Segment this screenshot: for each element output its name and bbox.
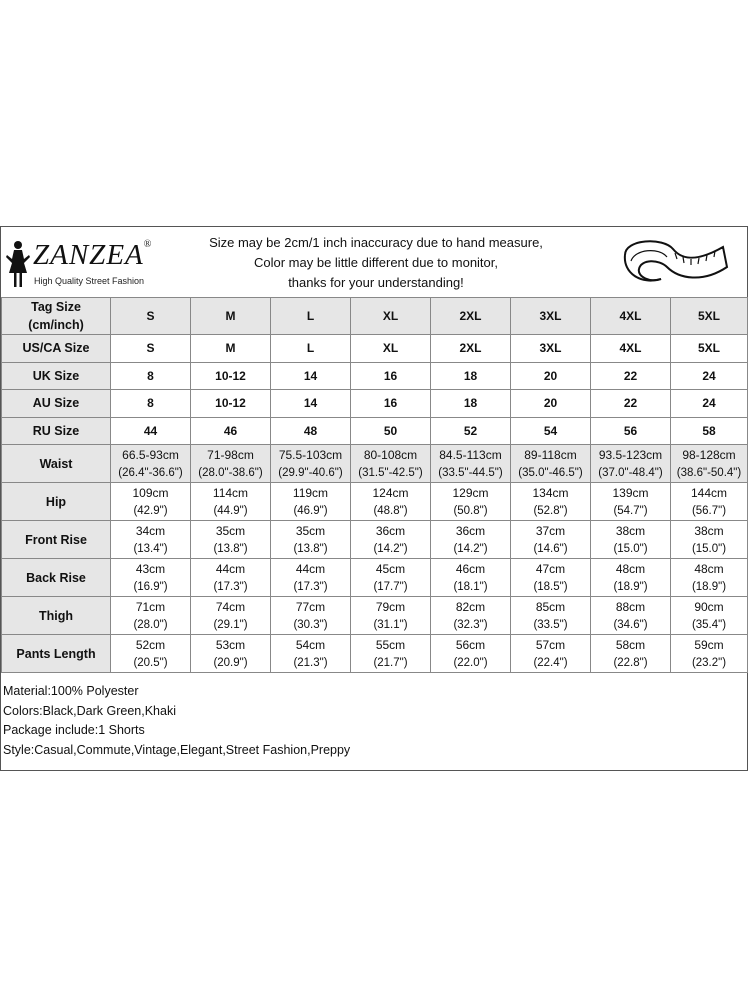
measure-label: Hip	[2, 483, 111, 521]
size-cell: 54	[511, 417, 591, 445]
measure-cell	[511, 445, 591, 483]
size-cell: 10-12	[191, 362, 271, 390]
measure-cell	[191, 483, 271, 521]
measure-cell	[511, 521, 591, 559]
row-label: RU Size	[2, 417, 111, 445]
inch-value: (26.4"-36.6")	[118, 466, 183, 479]
cm-value: 129cm	[452, 485, 489, 500]
tag-size-cell: 5XL	[671, 298, 748, 335]
size-cell: 20	[511, 390, 591, 418]
measuring-tape-icon	[611, 233, 731, 291]
cm-value: 89-118cm	[524, 447, 577, 462]
inch-value: (15.0")	[613, 542, 648, 555]
style-text: Style:Casual,Commute,Vintage,Elegant,Street Fashion,Preppy	[3, 742, 351, 757]
size-cell: 5XL	[671, 335, 748, 363]
size-cell: 4XL	[591, 335, 671, 363]
measure-cell	[111, 597, 191, 635]
cm-value: 114cm	[212, 485, 249, 500]
chart-header	[1, 227, 747, 298]
size-cell: 14	[271, 390, 351, 418]
measure-cell	[191, 521, 271, 559]
size-cell: 8	[111, 390, 191, 418]
cm-value: 88cm	[615, 599, 646, 614]
inch-value: (13.8")	[213, 542, 248, 555]
inch-value: (23.2")	[691, 656, 727, 669]
inch-value: (14.2")	[373, 542, 408, 555]
size-cell: 22	[591, 390, 671, 418]
measure-cell	[431, 445, 511, 483]
size-cell: 50	[351, 417, 431, 445]
inch-value: (17.3")	[213, 580, 248, 593]
brand-tagline: High Quality Street Fashion	[34, 276, 145, 286]
inch-value: (20.9")	[213, 656, 248, 669]
measure-cell	[191, 559, 271, 597]
table-row	[2, 362, 748, 390]
tag-size-cell: L	[271, 298, 351, 335]
measure-cell	[671, 521, 748, 559]
inch-value: (50.8")	[453, 504, 488, 517]
inch-value: (33.5"-44.5")	[438, 466, 503, 479]
measure-cell	[671, 445, 748, 483]
measure-cell	[431, 483, 511, 521]
measure-cell	[351, 597, 431, 635]
measure-cell	[671, 635, 748, 673]
measure-cell	[431, 635, 511, 673]
measure-label: Back Rise	[2, 559, 111, 597]
measure-cell	[511, 597, 591, 635]
cm-value: 82cm	[455, 599, 486, 614]
measure-cell	[271, 635, 351, 673]
cm-value: 84.5-113cm	[439, 447, 502, 462]
tag-size-cell: 2XL	[431, 298, 511, 335]
measure-label: Front Rise	[2, 521, 111, 559]
cm-value: 75.5-103cm	[278, 447, 343, 462]
inch-value: (16.9")	[133, 580, 168, 593]
cm-value: 35cm	[295, 523, 326, 538]
size-cell: L	[271, 335, 351, 363]
cm-value: 35cm	[215, 523, 246, 538]
table-row	[2, 417, 748, 445]
size-cell: 2XL	[431, 335, 511, 363]
measure-cell	[591, 445, 671, 483]
cm-value: 36cm	[375, 523, 406, 538]
cm-value: 79cm	[375, 599, 406, 614]
measure-cell	[671, 559, 748, 597]
inch-value: (18.9")	[691, 580, 727, 593]
inch-value: (31.1")	[373, 618, 408, 631]
tag-size-label	[2, 298, 111, 335]
measure-cell	[591, 597, 671, 635]
inch-value: (14.2")	[453, 542, 488, 555]
size-cell: 46	[191, 417, 271, 445]
tag-size-cell: 3XL	[511, 298, 591, 335]
table-row	[2, 597, 748, 635]
inch-value: (33.5")	[533, 618, 568, 631]
size-cell: 58	[671, 417, 748, 445]
inch-value: (38.6"-50.4")	[676, 466, 742, 479]
cm-value: 54cm	[295, 637, 326, 652]
measure-cell	[271, 559, 351, 597]
measure-cell	[111, 559, 191, 597]
inch-value: (22.0")	[453, 656, 488, 669]
cm-value: 44cm	[215, 561, 246, 576]
cm-value: 71cm	[135, 599, 166, 614]
cm-value: 36cm	[455, 523, 486, 538]
measure-label: Thigh	[2, 597, 111, 635]
measure-cell	[271, 597, 351, 635]
size-cell: 24	[671, 390, 748, 418]
cm-value: 34cm	[135, 523, 166, 538]
measure-label: Pants Length	[2, 635, 111, 673]
size-cell: 16	[351, 362, 431, 390]
cm-value: 71-98cm	[207, 447, 254, 462]
measure-cell	[431, 597, 511, 635]
cm-value: 98-128cm	[682, 447, 736, 462]
inch-value: (28.0"-38.6")	[198, 466, 263, 479]
tag-size-cell: S	[111, 298, 191, 335]
cm-value: 124cm	[372, 485, 409, 500]
inch-value: (54.7")	[613, 504, 648, 517]
inch-value: (13.4")	[133, 542, 168, 555]
table-row	[2, 298, 748, 335]
brand-name: ZANZEA®	[33, 239, 153, 271]
measure-cell	[271, 483, 351, 521]
cm-value: 47cm	[535, 561, 566, 576]
measure-cell	[351, 521, 431, 559]
tag-size-cell: M	[191, 298, 271, 335]
measure-cell	[511, 635, 591, 673]
cm-value: 56cm	[455, 637, 486, 652]
inch-value: (46.9")	[293, 504, 328, 517]
tag-size-cell: 4XL	[591, 298, 671, 335]
cm-value: 74cm	[215, 599, 246, 614]
inch-value: (42.9")	[133, 504, 168, 517]
inch-value: (17.3")	[293, 580, 328, 593]
cm-value: 48cm	[694, 561, 724, 576]
inch-value: (56.7")	[691, 504, 727, 517]
inch-value: (18.1")	[453, 580, 488, 593]
table-row	[2, 390, 748, 418]
size-cell: 3XL	[511, 335, 591, 363]
measure-cell	[271, 445, 351, 483]
inch-value: (32.3")	[453, 618, 488, 631]
measure-cell	[191, 635, 271, 673]
measure-cell	[271, 521, 351, 559]
size-chart	[0, 226, 748, 771]
inch-value: (52.8")	[533, 504, 568, 517]
inch-value: (17.7")	[373, 580, 408, 593]
label-line: (cm/inch)	[28, 318, 84, 332]
notice-line: Size may be 2cm/1 inch inaccuracy due to hand measure,	[209, 235, 543, 250]
size-cell: 18	[431, 390, 511, 418]
measurement-notice	[171, 233, 581, 293]
inch-value: (21.3")	[293, 656, 328, 669]
measure-cell	[351, 483, 431, 521]
size-cell: 20	[511, 362, 591, 390]
table-row	[2, 483, 748, 521]
measure-cell	[511, 559, 591, 597]
inch-value: (35.4")	[691, 618, 727, 631]
cm-value: 45cm	[375, 561, 406, 576]
measure-cell	[111, 521, 191, 559]
measure-cell	[111, 445, 191, 483]
inch-value: (22.4")	[533, 656, 568, 669]
cm-value: 37cm	[535, 523, 566, 538]
size-cell: 56	[591, 417, 671, 445]
size-table	[1, 297, 748, 673]
row-label: AU Size	[2, 390, 111, 418]
table-row	[2, 335, 748, 363]
inch-value: (18.9")	[613, 580, 648, 593]
cm-value: 55cm	[375, 637, 406, 652]
inch-value: (18.5")	[533, 580, 568, 593]
cm-value: 43cm	[135, 561, 166, 576]
measure-cell	[671, 483, 748, 521]
size-cell: 52	[431, 417, 511, 445]
inch-value: (35.0"-46.5")	[518, 466, 583, 479]
measure-cell	[431, 559, 511, 597]
measure-cell	[511, 483, 591, 521]
size-cell: S	[111, 335, 191, 363]
cm-value: 85cm	[535, 599, 566, 614]
row-label: UK Size	[2, 362, 111, 390]
size-cell: 22	[591, 362, 671, 390]
table-row	[2, 445, 748, 483]
size-cell: 16	[351, 390, 431, 418]
notice-line: Color may be little different due to monitor,	[254, 255, 498, 270]
label-line: Tag Size	[31, 300, 81, 314]
tag-size-cell: XL	[351, 298, 431, 335]
cm-value: 48cm	[615, 561, 646, 576]
inch-value: (30.3")	[293, 618, 328, 631]
measure-cell	[591, 521, 671, 559]
measure-label: Waist	[2, 445, 111, 483]
product-info	[1, 682, 741, 760]
table-row	[2, 521, 748, 559]
cm-value: 59cm	[694, 637, 724, 652]
measure-cell	[191, 597, 271, 635]
cm-value: 93.5-123cm	[598, 447, 663, 462]
package-text: Package include:1 Shorts	[3, 723, 145, 737]
cm-value: 66.5-93cm	[122, 447, 179, 462]
size-cell: 48	[271, 417, 351, 445]
measure-cell	[591, 559, 671, 597]
cm-value: 90cm	[694, 599, 724, 614]
inch-value: (29.1")	[213, 618, 248, 631]
measure-cell	[591, 483, 671, 521]
inch-value: (44.9")	[213, 504, 248, 517]
measure-cell	[431, 521, 511, 559]
table-row	[2, 559, 748, 597]
inch-value: (34.6")	[613, 618, 648, 631]
cm-value: 46cm	[455, 561, 486, 576]
size-cell: 8	[111, 362, 191, 390]
inch-value: (29.9"-40.6")	[278, 466, 343, 479]
cm-value: 109cm	[132, 485, 169, 500]
measure-cell	[351, 559, 431, 597]
measure-cell	[671, 597, 748, 635]
cm-value: 38cm	[615, 523, 646, 538]
inch-value: (28.0")	[133, 618, 168, 631]
inch-value: (48.8")	[373, 504, 408, 517]
cm-value: 77cm	[295, 599, 326, 614]
notice-line: thanks for your understanding!	[288, 275, 464, 290]
table-row	[2, 635, 748, 673]
inch-value: (37.0"-48.4")	[598, 466, 663, 479]
cm-value: 57cm	[535, 637, 566, 652]
size-cell: M	[191, 335, 271, 363]
fashion-figure-icon	[5, 239, 31, 289]
size-cell: 44	[111, 417, 191, 445]
cm-value: 134cm	[532, 485, 569, 500]
cm-value: 80-108cm	[363, 447, 418, 462]
inch-value: (14.6")	[533, 542, 568, 555]
cm-value: 44cm	[295, 561, 326, 576]
measure-cell	[351, 445, 431, 483]
cm-value: 119cm	[292, 485, 329, 500]
size-cell: 24	[671, 362, 748, 390]
cm-value: 139cm	[612, 485, 649, 500]
cm-value: 53cm	[215, 637, 246, 652]
row-label: US/CA Size	[2, 335, 111, 363]
inch-value: (22.8")	[613, 656, 648, 669]
cm-value: 38cm	[694, 523, 724, 538]
cm-value: 58cm	[615, 637, 646, 652]
measure-cell	[191, 445, 271, 483]
inch-value: (20.5")	[133, 656, 168, 669]
size-cell: 18	[431, 362, 511, 390]
size-cell: 14	[271, 362, 351, 390]
size-cell: 10-12	[191, 390, 271, 418]
measure-cell	[111, 635, 191, 673]
inch-value: (31.5"-42.5")	[358, 466, 423, 479]
inch-value: (15.0")	[691, 542, 727, 555]
inch-value: (13.8")	[293, 542, 328, 555]
measure-cell	[351, 635, 431, 673]
material-text: Material:100% Polyester	[3, 684, 139, 698]
cm-value: 144cm	[690, 485, 728, 500]
cm-value: 52cm	[135, 637, 166, 652]
size-cell: XL	[351, 335, 431, 363]
measure-cell	[591, 635, 671, 673]
inch-value: (21.7")	[373, 656, 408, 669]
measure-cell	[111, 483, 191, 521]
colors-text: Colors:Black,Dark Green,Khaki	[3, 703, 176, 718]
brand-logo	[5, 235, 155, 295]
